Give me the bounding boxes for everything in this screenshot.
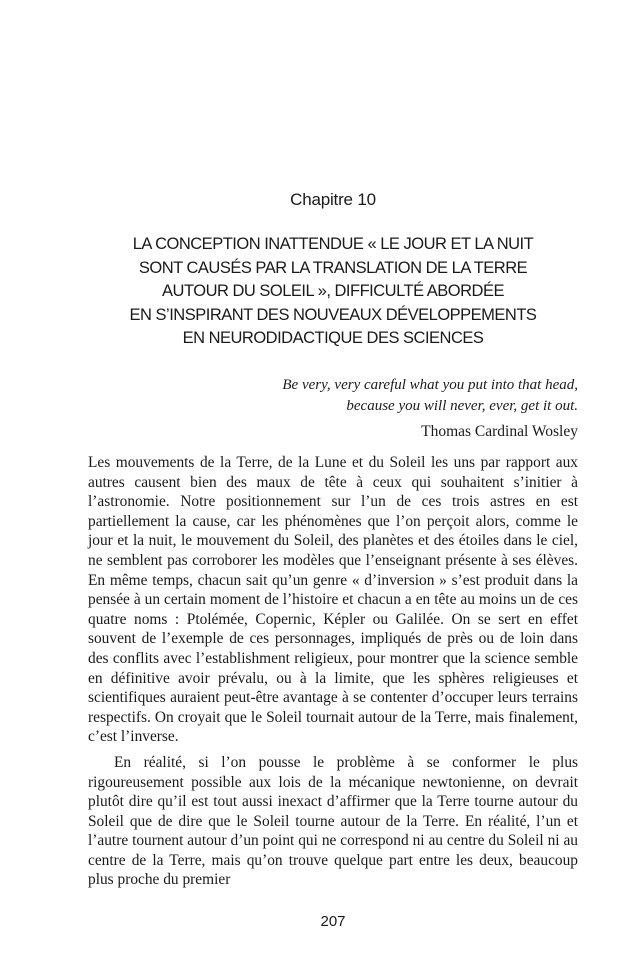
chapter-label: Chapitre 10 <box>290 190 376 209</box>
body-paragraph: Les mouvements de la Terre, de la Lune et du Soleil les uns par rapport aux autres causent bien des maux de tête à ceux qui souhaitent s’initier à l’astronomie. Notre positionnement sur l’un de ces trois astres en est partiellement la cause, car les phénomènes que l’on perçoit alors, comme le jour et la nuit, le mouvement du Soleil, des planètes et des étoiles dans le ciel, ne semblent pas corroborer les modèles que l’enseignant présente à ses élèves. En même temps, chacun sait qu’un genre « d’inversion » s’est produit dans la pensée à un certain moment de l’histoire et chacun a en tête au moins un de ces quatre noms : Ptolémée, Copernic, Képler ou Galilée. On se sert en effet souvent de l’exemple de ces personnages, impliqués de près ou de loin dans des conflits avec l’establishment religieux, pour montrer que la science semble en définitive avoir prévalu, ou à la limite, que les sphères religieuses et scientifiques auraient peut-être avantage à se contenter d’occuper leurs terrains respectifs. On croyait que le Soleil tournait autour de la Terre, mais finalement, c’est l’inverse. <box>88 454 578 746</box>
page-number: 207 <box>320 913 346 930</box>
chapter-title-line: AUTOUR DU SOLEIL », DIFFICULTÉ ABORDÉE <box>162 282 504 301</box>
chapter-title-line: EN NEURODIDACTIQUE DES SCIENCES <box>182 329 484 348</box>
chapter-title-line: SONT CAUSÉS PAR LA TRANSLATION DE LA TERRE <box>138 258 528 277</box>
epigraph-author: Thomas Cardinal Wosley <box>421 423 578 440</box>
epigraph-quote-line: Be very, very careful what you put into that head, <box>282 377 578 393</box>
chapter-title <box>88 233 578 351</box>
chapter-title-line: LA CONCEPTION INATTENDUE « LE JOUR ET LA NUIT <box>132 235 534 253</box>
chapter-title-line: EN S’INSPIRANT DES NOUVEAUX DÉVELOPPEMENTS <box>129 305 537 324</box>
epigraph <box>88 375 578 442</box>
epigraph-quote <box>88 375 578 417</box>
book-page <box>88 0 578 966</box>
epigraph-quote-line: because you will never, ever, get it out. <box>346 398 578 414</box>
body-paragraph: En réalité, si l’on pousse le problème à se conformer le plus rigoureusement possible aux lois de la mécanique newtonienne, on devrait plutôt dire qu’il est tout aussi inexact d’affirmer que la Terre tourne autour du Soleil que de dire que le Soleil tourne autour de la Terre. En réalité, l’un et l’autre tournent autour d’un point qui ne correspond ni au centre du Soleil ni au centre de la Terre, mais qu’on trouve quelque part entre les deux, beaucoup plus proche du premier <box>88 753 578 889</box>
body-text <box>88 453 578 890</box>
